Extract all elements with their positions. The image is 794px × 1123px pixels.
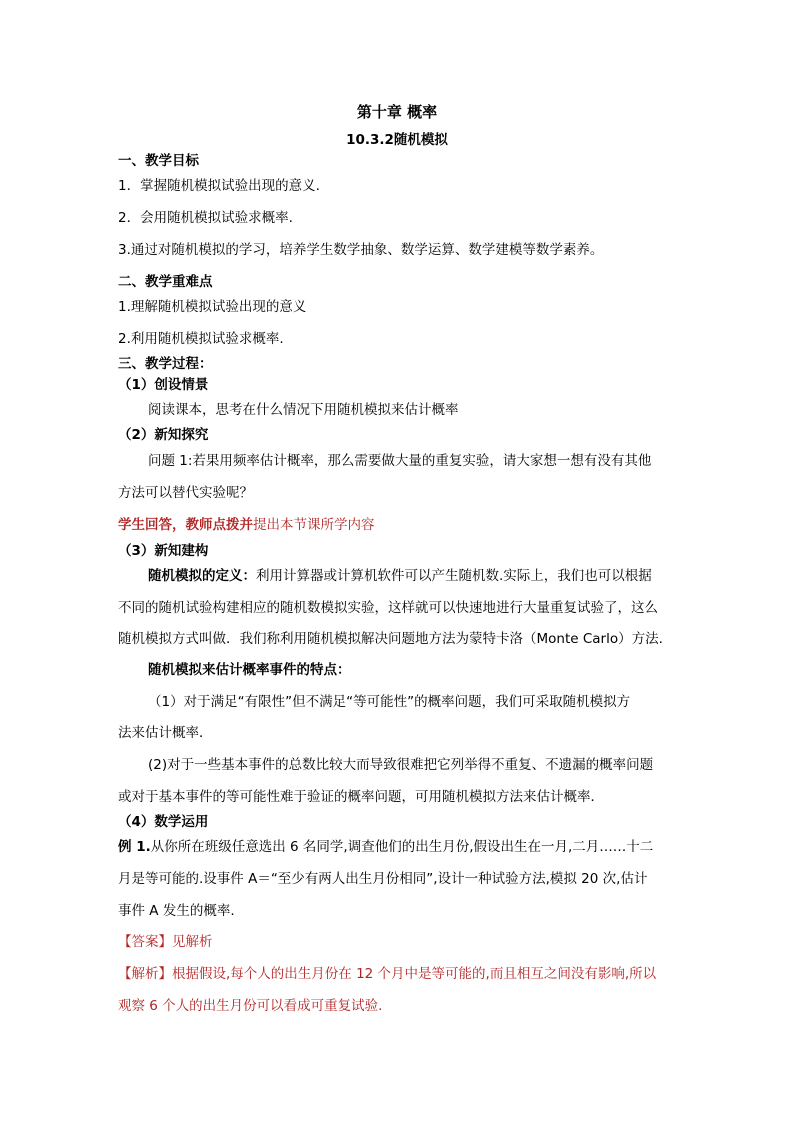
answer-label: 【答案】 bbox=[118, 934, 172, 950]
definition-text-1: 利用计算器或计算机软件可以产生随机数.实际上，我们也可以根据 bbox=[256, 568, 652, 584]
goal-item-2: 2．会用随机模拟试验求概率. bbox=[118, 210, 293, 226]
example-line-1 bbox=[118, 837, 653, 857]
feature-2-line-1: (2)对于一些基本事件的总数比较大而导致很难把它列举得不重复、不遗漏的概率问题 bbox=[148, 757, 654, 773]
student-answer-bold: 学生回答，教师点拨并 bbox=[118, 517, 253, 533]
feature-1-line-1: （1）对于满足“有限性”但不满足“等可能性”的概率问题，我们可采取随机模拟方 bbox=[148, 694, 631, 710]
analysis-label: 【解析】 bbox=[118, 966, 172, 982]
key-point-1: 1.理解随机模拟试验出现的意义 bbox=[118, 299, 307, 315]
section-subtitle: 10.3.2随机模拟 bbox=[346, 132, 448, 148]
definition-label: 随机模拟的定义： bbox=[148, 568, 256, 584]
analysis-text-1: 根据假设,每个人的出生月份在 12 个月中是等可能的,而且相互之间没有影响,所以 bbox=[172, 966, 657, 982]
heading-teaching-goals: 一、教学目标 bbox=[118, 153, 199, 169]
features-heading: 随机模拟来估计概率事件的特点： bbox=[148, 662, 351, 678]
heading-teaching-process: 三、教学过程： bbox=[118, 356, 213, 372]
heading-key-points: 二、教学重难点 bbox=[118, 274, 213, 290]
analysis-line-1 bbox=[118, 964, 656, 984]
heading-construct: （3）新知建构 bbox=[118, 543, 209, 559]
answer-line bbox=[118, 932, 213, 952]
example-label: 例 1. bbox=[118, 839, 151, 855]
question-line-1: 问题 1:若果用频率估计概率，那么需要做大量的重复实验，请大家想一想有没有其他 bbox=[148, 453, 652, 469]
key-point-2: 2.利用随机模拟试验求概率. bbox=[118, 331, 284, 347]
feature-2-line-2: 或对于基本事件的等可能性难于验证的概率问题，可用随机模拟方法来估计概率． bbox=[118, 789, 604, 805]
definition-line-2: 不同的随机试验构建相应的随机数模拟实验，这样就可以快速地进行大量重复试验了，这么 bbox=[118, 600, 658, 616]
student-answer-line bbox=[118, 515, 375, 535]
scenario-text: 阅读课本，思考在什么情况下用随机模拟来估计概率 bbox=[148, 402, 459, 418]
heading-create-scenario: （1）创设情景 bbox=[118, 377, 209, 393]
student-answer-rest: 提出本节课所学内容 bbox=[253, 517, 375, 533]
example-line-2: 月是等可能的.设事件 A＝“至少有两人出生月份相同”,设计一种试验方法,模拟 20 次,估计 bbox=[118, 871, 648, 887]
goal-item-1: 1．掌握随机模拟试验出现的意义. bbox=[118, 178, 320, 194]
question-line-2: 方法可以替代实验呢？ bbox=[118, 485, 253, 501]
analysis-line-2: 观察 6 个人的出生月份可以看成可重复试验. bbox=[118, 998, 383, 1014]
heading-explore: （2）新知探究 bbox=[118, 427, 209, 443]
definition-line-3: 随机模拟方式叫做．我们称利用随机模拟解决问题地方法为蒙特卡洛（Monte Carlo）方法. bbox=[118, 631, 663, 647]
definition-line-1 bbox=[148, 566, 652, 586]
goal-item-3: 3.通过对随机模拟的学习，培养学生数学抽象、数学运算、数学建模等数学素养。 bbox=[118, 242, 604, 258]
example-line-3: 事件 A 发生的概率. bbox=[118, 903, 235, 919]
feature-1-line-2: 法来估计概率． bbox=[118, 725, 213, 741]
example-text-1: 从你所在班级任意选出 6 名同学,调查他们的出生月份,假设出生在一月,二月……十二 bbox=[150, 839, 654, 855]
answer-text: 见解析 bbox=[172, 934, 213, 950]
heading-application: （4）数学运用 bbox=[118, 814, 209, 830]
chapter-title: 第十章 概率 bbox=[356, 103, 438, 121]
